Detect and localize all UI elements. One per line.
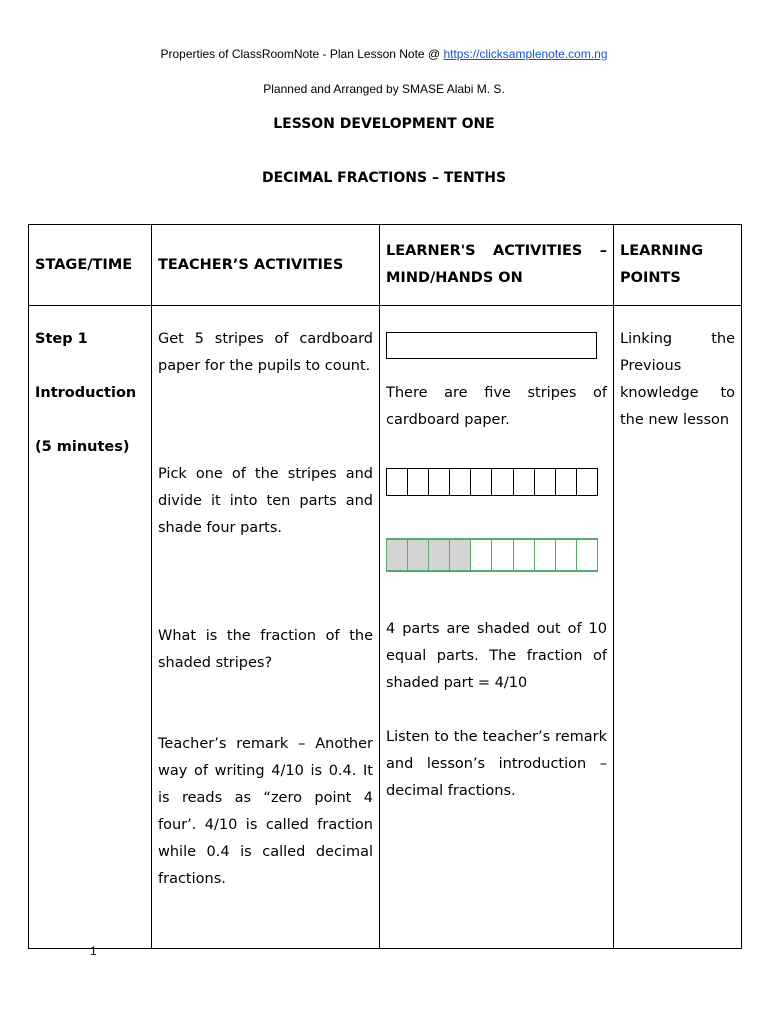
- cardboard-stripe: [386, 332, 597, 359]
- teacher-activity-2: Pick one of the stripes and divide it into ten parts and shade four parts.: [158, 466, 373, 536]
- teacher-activity-3: What is the fraction of the shaded stripes?: [158, 628, 373, 671]
- table-header-row: [29, 225, 742, 306]
- learner-activities-cell: [380, 306, 614, 949]
- stripe-shaded-four-parts: [386, 538, 598, 572]
- learning-points-cell: Linking the Previous knowledge to the new lesson: [614, 306, 742, 949]
- table-row: [29, 306, 742, 949]
- lesson-title: LESSON DEVELOPMENT ONE: [273, 116, 495, 132]
- lesson-table: [28, 224, 742, 949]
- teacher-activity-1: Get 5 stripes of cardboard paper for the pupils to count.: [158, 331, 373, 374]
- header-teacher-activities: TEACHER’S ACTIVITIES: [152, 225, 380, 306]
- teacher-activity-4: Teacher’s remark – Another way of writing 4/10 is 0.4. It is reads as “zero point 4 four’. 4/10 is called fraction while 0.4 is called decimal fractions.: [158, 736, 373, 887]
- document-header-author: Planned and Arranged by SMASE Alabi M. S.: [263, 82, 505, 96]
- learner-activity-1: There are five stripes of cardboard paper.: [386, 385, 607, 428]
- step-label: Step 1: [35, 331, 88, 347]
- stripe-ten-parts: [386, 468, 598, 496]
- lesson-subtitle: DECIMAL FRACTIONS – TENTHS: [261, 170, 507, 186]
- website-link[interactable]: https://clicksamplenote.com.ng: [443, 47, 608, 61]
- stage-duration: (5 minutes): [35, 439, 130, 455]
- stage-name: Introduction: [35, 385, 137, 401]
- header-stage-time: STAGE/TIME: [29, 225, 152, 306]
- document-header-properties: [0, 47, 768, 61]
- header-learning-points: LEARNING POINTS: [614, 225, 742, 306]
- learner-activity-3: Listen to the teacher’s remark and lesson’s introduction – decimal fractions.: [386, 729, 607, 799]
- header-learner-activities: LEARNER'S ACTIVITIES – MIND/HANDS ON: [380, 225, 614, 306]
- page-number: 1: [90, 944, 97, 958]
- teacher-activities-cell: [152, 306, 380, 949]
- header-prefix-text: Properties of ClassRoomNote - Plan Lesson Note @: [160, 47, 444, 61]
- learner-activity-2: 4 parts are shaded out of 10 equal parts. The fraction of shaded part = 4/10: [386, 621, 607, 691]
- stage-cell: [29, 306, 152, 949]
